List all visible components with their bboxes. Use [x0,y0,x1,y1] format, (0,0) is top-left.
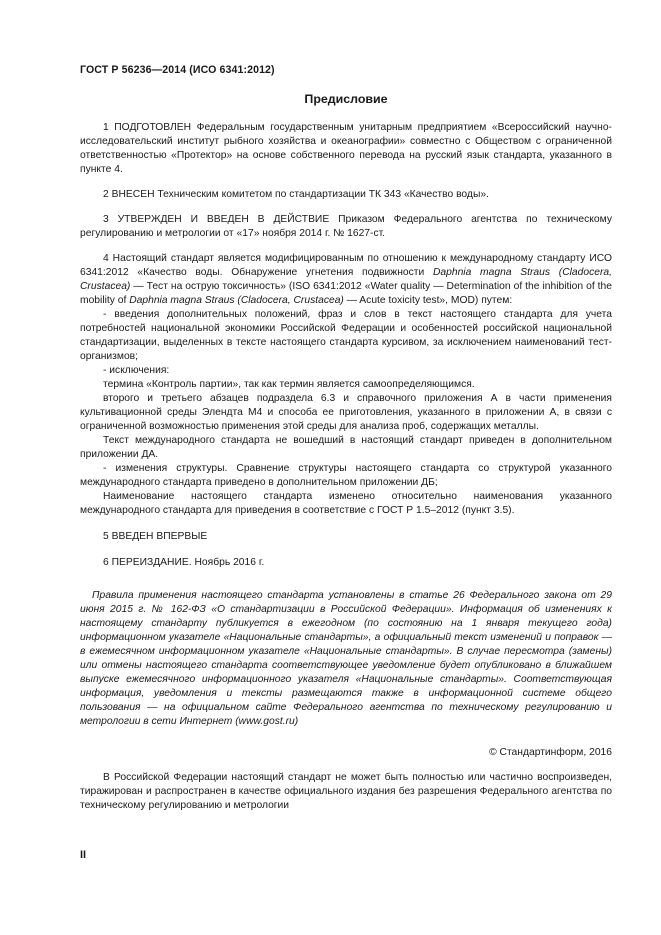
application-note: Правила применения настоящего стандарта установлены в статье 26 Федерального закона от 29 июня 2015 г. № 162-ФЗ «О стандартизации в Российской Федерации». Информация об изменениях к настоящему стандарту публикуется в ежегодном (по состоянию на 1 января текущего года) информационном указателе «Национальные стандарты», а официальный текст изменений и поправок — в ежемесячном информационном указателе «Национальные стандарты». В случае пересмотра (замены) или отмены настоящего стандарта соответствующее уведомление будет опубликовано в ближайшем выпуске ежемесячного информационного указателя «Национальные стандарты». Соответствующая информация, уведомления и тексты размещаются также в информационной системе общего пользования — на официальном сайте Федерального агентства по техническому регулированию и метрологии в сети Интернет (www.gost.ru) [80,590,612,727]
item-4-term: термина «Контроль партии», так как термин является самоопределяющимся. [103,379,475,390]
item-4-intro: - введения дополнительных положений, фраз и слов в текст настоящего стандарта для учета потребностей национальной экономики Российской Федерации и особенностей российской национальной стандартизации, выделенных в тексте настоящего стандарта курсивом, за исключением наименований тест-организмов; [80,309,612,362]
item-4-exclusions: - исключения: [103,365,170,376]
page-title: Предисловие [304,92,388,106]
item-4-name: Наименование настоящего стандарта изменено относительно наименования указанного международного стандарта для приведения в соответствие с ГОСТ Р 1.5–2012 (пункт 3.5). [80,491,612,516]
copyright: © Стандартинформ, 2016 [489,747,612,758]
item-4 [80,252,612,308]
item-4-text: Текст международного стандарта не вошедший в настоящий стандарт приведен в дополнительном приложении ДА. [80,435,612,460]
item-4-second: второго и третьего абзацев подраздела 6.3 и справочного приложения А в части применения культивационной среды Элендта М4 и способа ее приготовления, указанного в приложении А, в связи с ограниченной возможностью применения этой среды для анализа проб, содержащих металлы. [80,393,612,432]
item-5: 5 ВВЕДЕН ВПЕРВЫЕ [103,531,208,542]
item-4-text-c: — Тест на острую токсичность» (ISO 6341:2012 «Water quality — Determination of the inhibition of the mobility of [80,281,612,306]
legal-notice: В Российской Федерации настоящий стандарт не может быть полностью или частично воспроизведен, тиражирован и распространен в качестве официального издания без разрешения Федерального агентства по техническому регулированию и метрологии [80,772,612,811]
item-6: 6 ПЕРЕИЗДАНИЕ. Ноябрь 2016 г. [103,557,265,568]
item-4-text-e: — Acute toxicity test», MOD) путем: [343,295,513,306]
item-2: 2 ВНЕСЕН Техническим комитетом по стандартизации ТК 343 «Качество воды». [103,189,489,200]
item-4-text-a: 4 Настоящий стандарт является модифицированным по отношению к международному стандарту ИСО 6341:2012 «Качество воды. Обнаружение угнетения подвижности [80,253,612,278]
document-page [80,0,612,935]
standard-designation: ГОСТ Р 56236—2014 (ИСО 6341:2012) [80,64,275,76]
page-number: II [80,849,87,861]
foreword-body [80,121,612,570]
item-1: 1 ПОДГОТОВЛЕН Федеральным государственным унитарным предприятием «Всероссийский научно-исследовательский институт рыбного хозяйства и океанографии» совместно с Обществом с ограниченной ответственностью «Протектор» на основе собственного перевода на русский язык стандарта, указанного в пункте 4. [80,122,612,175]
item-4-species-2: Daphnia magna Straus (Cladocera, Crustacea) [129,295,344,306]
item-4-structure: - изменения структуры. Сравнение структуры настоящего стандарта со структурой указанного международного стандарта приведено в дополнительном приложении ДБ; [80,463,612,488]
item-4-species-1: Daphnia magna Straus (Cladocera, Crustacea) [80,267,612,292]
item-3: 3 УТВЕРЖДЕН И ВВЕДЕН В ДЕЙСТВИЕ Приказом Федерального агентства по техническому регулированию и метрологии от «17» ноября 2014 г. № 1627-ст. [80,214,612,239]
